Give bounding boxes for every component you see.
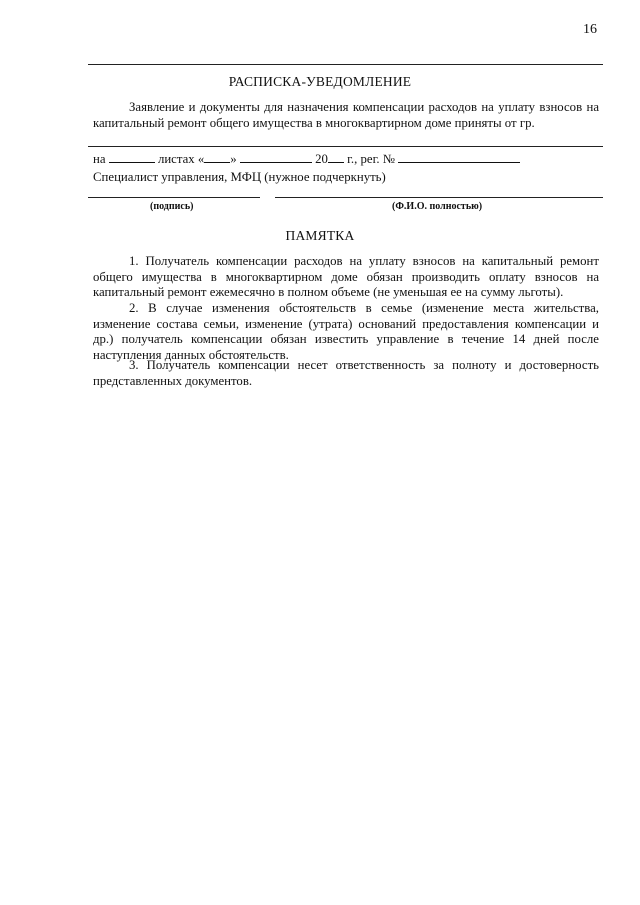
receipt-title: РАСПИСКА-УВЕДОМЛЕНИЕ bbox=[228, 74, 412, 89]
month-field[interactable] bbox=[240, 151, 312, 163]
day-field[interactable] bbox=[204, 151, 230, 163]
signature-caption: (подпись) bbox=[150, 201, 194, 212]
receipt-statement-text: Заявление и документы для назначения компенсации расходов на уплату взносов на капитальный ремонт общего имущества в многоквартирном доме приняты от гр. bbox=[93, 100, 599, 130]
memo-item-text: 1. Получатель компенсации расходов на уплату взносов на капитальный ремонт общего имущества в многоквартирном доме обязан производить оплату взносов на капитальный ремонт ежемесячно в полном объеме (не уменьшая ее на сумму льготы). bbox=[93, 254, 599, 299]
memo-item-2 bbox=[93, 301, 599, 363]
quote-close: » bbox=[230, 152, 237, 166]
year-reg-label: г., рег. № bbox=[347, 152, 395, 166]
registration-number-field[interactable] bbox=[398, 151, 520, 163]
page-number: 16 bbox=[583, 22, 597, 37]
receipt-statement bbox=[93, 100, 599, 131]
applicant-name-line bbox=[88, 146, 603, 147]
memo-item-text: 3. Получатель компенсации несет ответственность за полноту и достоверность представленных документов. bbox=[93, 358, 599, 388]
full-name-caption: (Ф.И.О. полностью) bbox=[392, 201, 483, 212]
memo-item-text: 2. В случае изменения обстоятельств в семье (изменение места жительства, изменение состава семьи, изменение (утрата) оснований предоставления компенсации и др.) получатель компенсации обязан известить управление в течение 14 дней после наступления данных обстоятельств. bbox=[93, 301, 599, 362]
memo-item-1 bbox=[93, 254, 599, 301]
year-field[interactable] bbox=[328, 151, 344, 163]
year-prefix: 20 bbox=[315, 152, 328, 166]
signature-line[interactable] bbox=[88, 197, 260, 198]
specialist-label: Специалист управления, МФЦ (нужное подчеркнуть) bbox=[93, 170, 386, 184]
receipt-fields-row bbox=[93, 151, 599, 167]
memo-item-3 bbox=[93, 358, 599, 389]
sheets-label: листах « bbox=[157, 152, 205, 166]
top-separator-line bbox=[88, 64, 603, 65]
full-name-line[interactable] bbox=[275, 197, 603, 198]
sheets-count-field[interactable] bbox=[109, 151, 155, 163]
on-label: на bbox=[93, 152, 106, 166]
memo-title: ПАМЯТКА bbox=[285, 228, 355, 243]
